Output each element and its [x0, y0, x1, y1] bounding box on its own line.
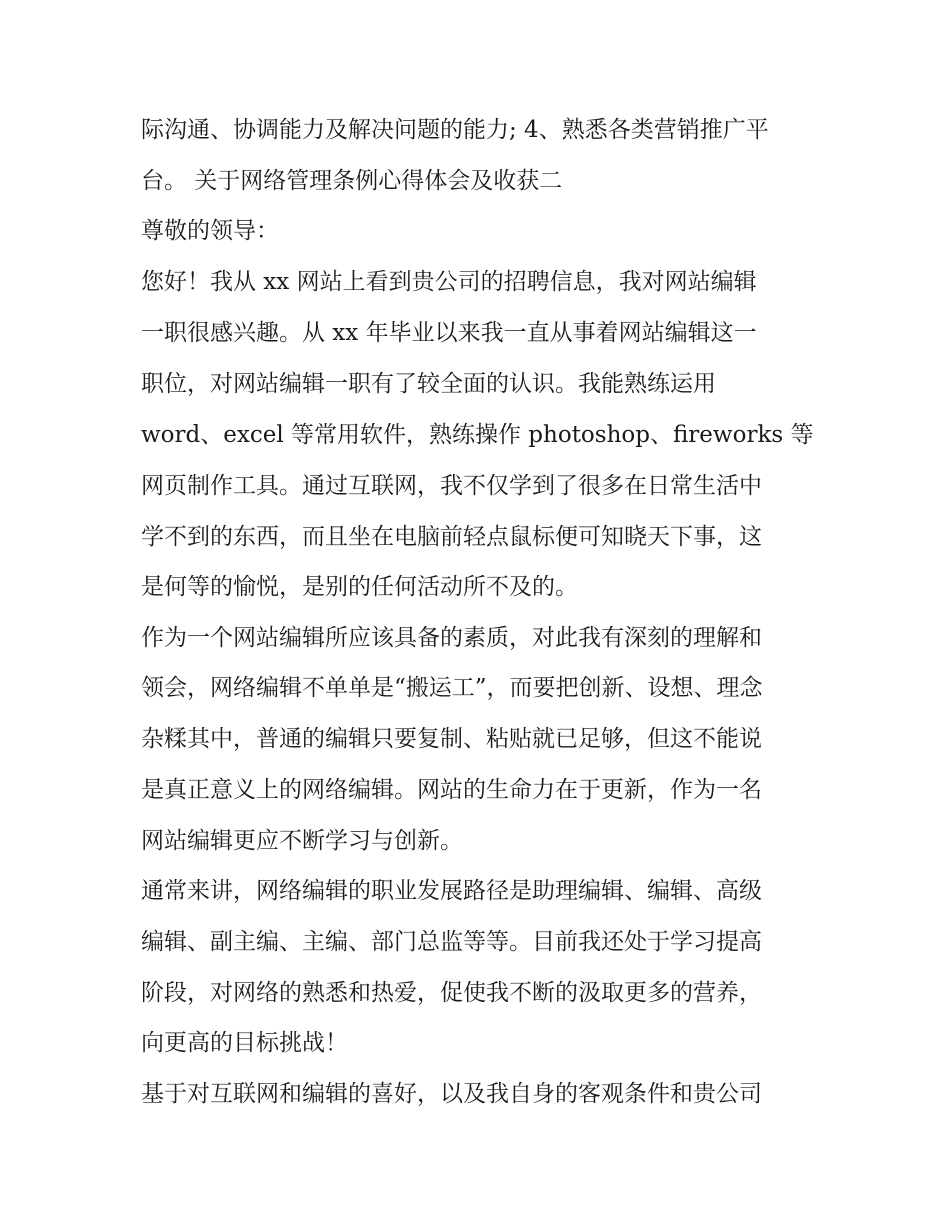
text-line: 基于对互联网和编辑的喜好，以及我自身的客观条件和贵公司 [141, 1081, 762, 1107]
text-line: 是何等的愉悦，是别的任何活动所不及的。 [141, 574, 578, 600]
text-line: 您好！我从 xx 网站上看到贵公司的招聘信息，我对网站编辑 [141, 269, 757, 295]
text-line: 杂糅其中，普通的编辑只要复制、粘贴就已足够，但这不能说 [141, 726, 762, 752]
text-line: 网页制作工具。通过互联网，我不仅学到了很多在日常生活中 [141, 473, 762, 499]
text-line: 一职很感兴趣。从 xx 年毕业以来我一直从事着网站编辑这一 [141, 320, 757, 346]
text-line: 际沟通、协调能力及解决问题的能力; 4、熟悉各类营销推广平 [141, 117, 769, 143]
text-line: 台。 关于网络管理条例心得体会及收获二 [141, 168, 563, 194]
text-line: 作为一个网站编辑所应该具备的素质，对此我有深刻的理解和 [141, 625, 762, 651]
text-line: 职位，对网站编辑一职有了较全面的认识。我能熟练运用 [141, 371, 716, 397]
text-line: 编辑、副主编、主编、部门总监等等。目前我还处于学习提高 [141, 929, 762, 955]
text-line: 尊敬的领导： [141, 218, 279, 244]
text-line: 学不到的东西，而且坐在电脑前轻点鼠标便可知晓天下事，这 [141, 524, 762, 550]
text-line: 领会，网络编辑不单单是“搬运工”，而要把创新、设想、理念 [141, 675, 763, 701]
text-line: 网站编辑更应不断学习与创新。 [141, 828, 463, 854]
text-line: 阶段，对网络的熟悉和热爱，促使我不断的汲取更多的营养， [141, 980, 762, 1006]
text-line: word、excel 等常用软件，熟练操作 photoshop、fireworks 等 [141, 422, 814, 448]
text-line: 向更高的目标挑战！ [141, 1030, 348, 1056]
text-line: 通常来讲，网络编辑的职业发展路径是助理编辑、编辑、高级 [141, 878, 762, 904]
text-line: 是真正意义上的网络编辑。网站的生命力在于更新，作为一名 [141, 777, 762, 803]
